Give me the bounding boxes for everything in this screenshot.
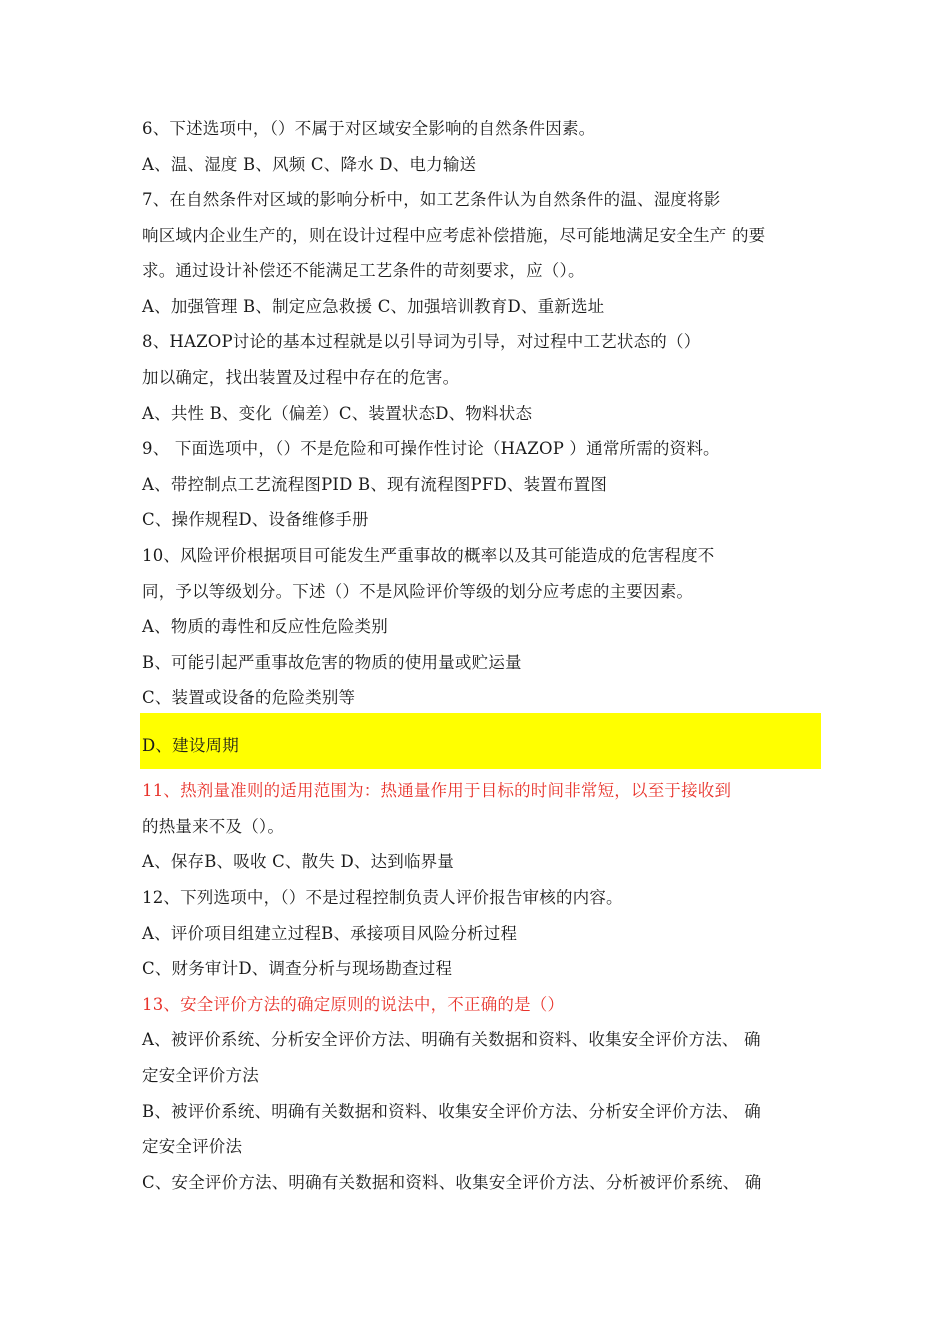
- q9-stem: 9、 下面选项中，（）不是危险和可操作性讨论（HAZOP ）通常所需的资料。: [142, 439, 720, 458]
- q13-stem: 13、安全评价方法的确定原则的说法中，不正确的是（）: [142, 995, 565, 1014]
- q8-stem-line1: 8、HAZOP讨论的基本过程就是以引导词为引导，对过程中工艺状态的（）: [142, 332, 701, 351]
- answer-highlight: [140, 713, 821, 769]
- q13-option-b-line1: B、被评价系统、明确有关数据和资料、收集安全评价方法、分析安全评价方法、 确: [142, 1102, 761, 1121]
- q7-stem-line1: 7、在自然条件对区域的影响分析中，如工艺条件认为自然条件的温、湿度将影: [142, 190, 721, 209]
- q11-options: A、保存B、吸收 C、散失 D、达到临界量: [142, 852, 455, 871]
- q9-options-ab: A、带控制点工艺流程图PID B、现有流程图PFD、装置布置图: [142, 475, 608, 494]
- q7-stem-line3: 求。通过设计补偿还不能满足工艺条件的苛刻要求，应（）。: [142, 261, 585, 280]
- q10-stem-line2: 同，予以等级划分。下述（）不是风险评价等级的划分应考虑的主要因素。: [142, 582, 694, 601]
- q10-option-a: A、物质的毒性和反应性危险类别: [142, 617, 388, 636]
- q7-stem-line2: 响区域内企业生产的，则在设计过程中应考虑补偿措施，尽可能地满足安全生产 的要: [142, 226, 766, 245]
- q12-options-cd: C、财务审计D、调查分析与现场勘查过程: [142, 959, 453, 978]
- q11-stem-line2: 的热量来不及（）。: [142, 817, 285, 836]
- q6-options: A、温、湿度 B、风频 C、降水 D、电力输送: [142, 155, 477, 174]
- q13-option-b-line2: 定安全评价法: [142, 1137, 243, 1156]
- q10-option-d: D、建设周期: [142, 736, 239, 755]
- q6-stem: 6、下述选项中，（）不属于对区域安全影响的自然条件因素。: [142, 119, 596, 138]
- q13-option-a-line1: A、被评价系统、分析安全评价方法、明确有关数据和资料、收集安全评价方法、 确: [142, 1030, 761, 1049]
- q10-stem-line1: 10、风险评价根据项目可能发生严重事故的概率以及其可能造成的危害程度不: [142, 546, 715, 565]
- q11-stem-line1: 11、热剂量准则的适用范围为：热通量作用于目标的时间非常短，以至于接收到: [142, 781, 732, 800]
- q12-stem: 12、下列选项中，（）不是过程控制负责人评价报告审核的内容。: [142, 888, 623, 907]
- q9-options-cd: C、操作规程D、设备维修手册: [142, 510, 369, 529]
- q8-options: A、共性 B、变化（偏差）C、装置状态D、物料状态: [142, 404, 533, 423]
- q12-options-ab: A、评价项目组建立过程B、承接项目风险分析过程: [142, 924, 518, 943]
- q13-option-c-line1: C、安全评价方法、明确有关数据和资料、收集安全评价方法、分析被评价系统、 确: [142, 1173, 762, 1192]
- q10-option-c: C、装置或设备的危险类别等: [142, 688, 356, 707]
- q10-option-b: B、可能引起严重事故危害的物质的使用量或贮运量: [142, 653, 522, 672]
- q13-option-a-line2: 定安全评价方法: [142, 1066, 259, 1085]
- q7-options: A、加强管理 B、制定应急救援 C、加强培训教育D、重新选址: [142, 297, 605, 316]
- q8-stem-line2: 加以确定，找出装置及过程中存在的危害。: [142, 368, 460, 387]
